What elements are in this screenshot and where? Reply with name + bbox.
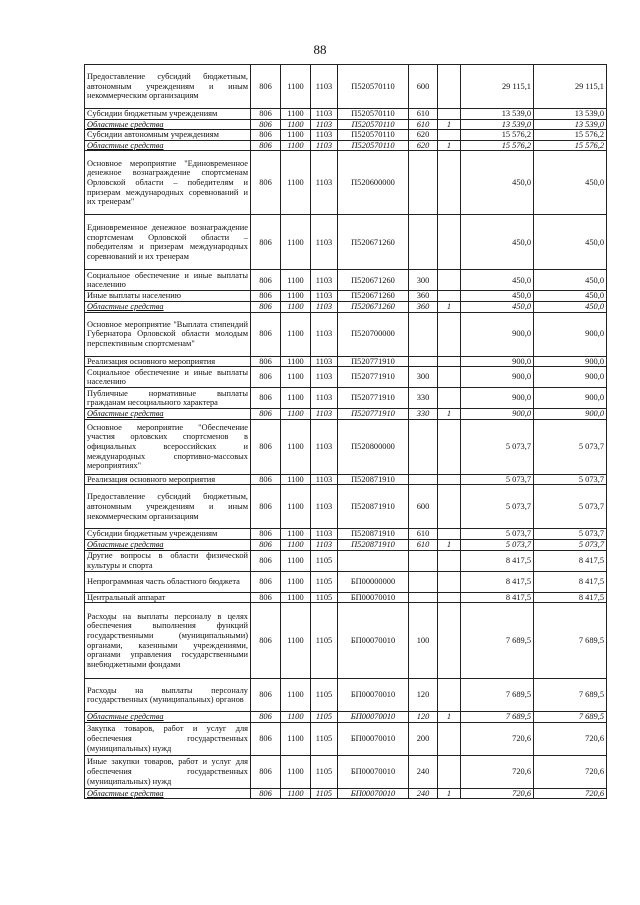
row-name: Субсидии бюджетным учреждениям — [85, 529, 251, 540]
row-grbs: 806 — [251, 291, 281, 302]
row-sum-1: 5 073,7 — [461, 539, 534, 550]
row-sum-2: 900,0 — [534, 409, 607, 420]
row-funding-source — [438, 151, 461, 215]
row-sum-1: 450,0 — [461, 151, 534, 215]
row-grbs: 806 — [251, 474, 281, 485]
row-funding-source — [438, 529, 461, 540]
row-subsection: 1103 — [311, 65, 338, 109]
row-sum-2: 450,0 — [534, 301, 607, 312]
row-funding-source — [438, 474, 461, 485]
row-subsection: 1103 — [311, 485, 338, 529]
row-name: Иные закупки товаров, работ и услуг для обеспечения государственных (муниципальных) нужд — [85, 755, 251, 788]
row-subsection: 1103 — [311, 419, 338, 474]
row-grbs: 806 — [251, 312, 281, 356]
row-grbs: 806 — [251, 529, 281, 540]
row-name: Другие вопросы в области физической культуры и спорта — [85, 550, 251, 571]
row-section: 1100 — [281, 788, 311, 799]
row-name: Единовременное денежное вознаграждение спортсменам Орловской области – победителям и призерам международных соревнований и их тренерам — [85, 215, 251, 270]
row-subsection: 1103 — [311, 529, 338, 540]
row-sum-2: 900,0 — [534, 388, 607, 409]
table-row — [85, 130, 607, 141]
table-row — [85, 571, 607, 592]
row-grbs: 806 — [251, 388, 281, 409]
row-subsection: 1103 — [311, 140, 338, 151]
row-sum-2: 8 417,5 — [534, 550, 607, 571]
row-name: Областные средства — [85, 119, 251, 130]
row-funding-source — [438, 291, 461, 302]
row-name: Непрограммная часть областного бюджета — [85, 571, 251, 592]
row-target-article: П520671260 — [338, 215, 409, 270]
row-section: 1100 — [281, 550, 311, 571]
row-grbs: 806 — [251, 571, 281, 592]
row-target-article: П520700000 — [338, 312, 409, 356]
table-row — [85, 367, 607, 388]
row-sum-2: 29 115,1 — [534, 65, 607, 109]
row-grbs: 806 — [251, 419, 281, 474]
row-expense-type: 100 — [409, 603, 438, 679]
row-subsection: 1105 — [311, 603, 338, 679]
row-sum-2: 15 576,2 — [534, 130, 607, 141]
row-grbs: 806 — [251, 130, 281, 141]
row-subsection: 1103 — [311, 539, 338, 550]
row-section: 1100 — [281, 291, 311, 302]
row-grbs: 806 — [251, 367, 281, 388]
row-subsection: 1103 — [311, 409, 338, 420]
row-subsection: 1103 — [311, 151, 338, 215]
row-expense-type: 620 — [409, 130, 438, 141]
row-section: 1100 — [281, 356, 311, 367]
row-grbs: 806 — [251, 712, 281, 723]
row-sum-1: 7 689,5 — [461, 679, 534, 712]
row-subsection: 1103 — [311, 301, 338, 312]
row-expense-type — [409, 215, 438, 270]
row-expense-type — [409, 312, 438, 356]
table-row — [85, 356, 607, 367]
row-grbs: 806 — [251, 409, 281, 420]
table-row — [85, 679, 607, 712]
row-sum-2: 900,0 — [534, 312, 607, 356]
row-expense-type — [409, 356, 438, 367]
table-row — [85, 140, 607, 151]
row-expense-type: 610 — [409, 539, 438, 550]
row-expense-type — [409, 592, 438, 603]
row-target-article: БП00070010 — [338, 755, 409, 788]
row-sum-1: 8 417,5 — [461, 550, 534, 571]
row-name: Основное мероприятие "Обеспечение участия орловских спортсменов в официальных всероссийских и международных спортивно-массовых мероприятиях" — [85, 419, 251, 474]
row-funding-source — [438, 109, 461, 120]
row-sum-2: 7 689,5 — [534, 712, 607, 723]
row-section: 1100 — [281, 151, 311, 215]
row-expense-type — [409, 550, 438, 571]
row-funding-source — [438, 571, 461, 592]
row-name: Центральный аппарат — [85, 592, 251, 603]
row-name: Расходы на выплаты персоналу в целях обеспечения выполнения функций государственными (муниципальными) органами, казенными учреждениями, органами управления государственными внебюджетными фондами — [85, 603, 251, 679]
row-subsection: 1103 — [311, 109, 338, 120]
table-row — [85, 388, 607, 409]
row-target-article: БП00000000 — [338, 571, 409, 592]
row-grbs: 806 — [251, 603, 281, 679]
row-target-article: П520570110 — [338, 65, 409, 109]
row-sum-2: 8 417,5 — [534, 592, 607, 603]
row-name: Областные средства — [85, 409, 251, 420]
row-sum-2: 5 073,7 — [534, 474, 607, 485]
row-funding-source — [438, 130, 461, 141]
row-name: Расходы на выплаты персоналу государственных (муниципальных) органов — [85, 679, 251, 712]
row-name: Социальное обеспечение и иные выплаты населению — [85, 367, 251, 388]
row-target-article: БП00070010 — [338, 679, 409, 712]
row-section: 1100 — [281, 119, 311, 130]
row-section: 1100 — [281, 419, 311, 474]
row-expense-type: 610 — [409, 119, 438, 130]
row-section: 1100 — [281, 592, 311, 603]
row-sum-2: 720,6 — [534, 755, 607, 788]
row-target-article: П520600000 — [338, 151, 409, 215]
row-sum-2: 900,0 — [534, 356, 607, 367]
row-sum-2: 5 073,7 — [534, 419, 607, 474]
row-expense-type: 330 — [409, 409, 438, 420]
row-target-article: П520671260 — [338, 301, 409, 312]
row-target-article: БП00070010 — [338, 712, 409, 723]
row-subsection: 1105 — [311, 550, 338, 571]
row-funding-source: 1 — [438, 788, 461, 799]
row-sum-2: 8 417,5 — [534, 571, 607, 592]
row-sum-1: 8 417,5 — [461, 592, 534, 603]
row-funding-source — [438, 65, 461, 109]
row-sum-1: 7 689,5 — [461, 603, 534, 679]
row-target-article: П520871910 — [338, 474, 409, 485]
row-target-article: БП00070010 — [338, 603, 409, 679]
row-sum-2: 5 073,7 — [534, 485, 607, 529]
row-name: Реализация основного мероприятия — [85, 474, 251, 485]
row-sum-1: 450,0 — [461, 270, 534, 291]
row-grbs: 806 — [251, 119, 281, 130]
row-section: 1100 — [281, 474, 311, 485]
row-subsection: 1103 — [311, 388, 338, 409]
row-sum-1: 900,0 — [461, 367, 534, 388]
row-section: 1100 — [281, 215, 311, 270]
row-subsection: 1105 — [311, 712, 338, 723]
row-grbs: 806 — [251, 788, 281, 799]
row-funding-source — [438, 215, 461, 270]
row-subsection: 1105 — [311, 788, 338, 799]
row-name: Основное мероприятие "Выплата стипендий Губернатора Орловской области молодым перспективным спортсменам" — [85, 312, 251, 356]
row-target-article: П520570110 — [338, 140, 409, 151]
table-row — [85, 722, 607, 755]
table-row — [85, 215, 607, 270]
table-row — [85, 312, 607, 356]
row-section: 1100 — [281, 571, 311, 592]
row-funding-source — [438, 603, 461, 679]
row-grbs: 806 — [251, 301, 281, 312]
row-target-article: П520570110 — [338, 119, 409, 130]
row-name: Публичные нормативные выплаты гражданам несоциального характера — [85, 388, 251, 409]
row-subsection: 1103 — [311, 474, 338, 485]
row-subsection: 1105 — [311, 755, 338, 788]
row-sum-1: 5 073,7 — [461, 419, 534, 474]
row-sum-2: 900,0 — [534, 367, 607, 388]
row-grbs: 806 — [251, 722, 281, 755]
row-grbs: 806 — [251, 65, 281, 109]
row-sum-1: 13 539,0 — [461, 119, 534, 130]
row-subsection: 1103 — [311, 119, 338, 130]
row-sum-1: 450,0 — [461, 291, 534, 302]
row-subsection: 1105 — [311, 571, 338, 592]
row-section: 1100 — [281, 529, 311, 540]
row-subsection: 1105 — [311, 592, 338, 603]
row-expense-type — [409, 419, 438, 474]
row-sum-2: 450,0 — [534, 291, 607, 302]
row-funding-source — [438, 419, 461, 474]
table-row — [85, 755, 607, 788]
row-target-article: П520671260 — [338, 270, 409, 291]
row-expense-type: 240 — [409, 755, 438, 788]
table-row — [85, 109, 607, 120]
row-section: 1100 — [281, 65, 311, 109]
row-sum-1: 15 576,2 — [461, 140, 534, 151]
row-funding-source — [438, 312, 461, 356]
row-expense-type — [409, 151, 438, 215]
row-target-article: П520771910 — [338, 388, 409, 409]
row-funding-source — [438, 485, 461, 529]
row-target-article: П520570110 — [338, 130, 409, 141]
row-target-article: БП00070010 — [338, 788, 409, 799]
table-row — [85, 419, 607, 474]
row-name: Областные средства — [85, 788, 251, 799]
table-row — [85, 592, 607, 603]
row-grbs: 806 — [251, 485, 281, 529]
table-row — [85, 291, 607, 302]
row-grbs: 806 — [251, 215, 281, 270]
row-sum-1: 8 417,5 — [461, 571, 534, 592]
row-section: 1100 — [281, 109, 311, 120]
row-name: Областные средства — [85, 301, 251, 312]
row-sum-1: 900,0 — [461, 356, 534, 367]
row-sum-2: 13 539,0 — [534, 109, 607, 120]
row-target-article: П520871910 — [338, 539, 409, 550]
row-sum-1: 5 073,7 — [461, 474, 534, 485]
row-sum-2: 7 689,5 — [534, 679, 607, 712]
row-subsection: 1103 — [311, 367, 338, 388]
row-name: Иные выплаты населению — [85, 291, 251, 302]
table-row — [85, 712, 607, 723]
row-grbs: 806 — [251, 755, 281, 788]
row-sum-1: 720,6 — [461, 722, 534, 755]
row-target-article: П520871910 — [338, 529, 409, 540]
row-funding-source — [438, 679, 461, 712]
row-name: Областные средства — [85, 712, 251, 723]
row-subsection: 1103 — [311, 270, 338, 291]
row-subsection: 1103 — [311, 291, 338, 302]
row-grbs: 806 — [251, 550, 281, 571]
row-grbs: 806 — [251, 539, 281, 550]
row-grbs: 806 — [251, 109, 281, 120]
table-row — [85, 409, 607, 420]
row-subsection: 1103 — [311, 356, 338, 367]
table-row — [85, 474, 607, 485]
row-grbs: 806 — [251, 151, 281, 215]
row-subsection: 1103 — [311, 312, 338, 356]
row-expense-type: 240 — [409, 788, 438, 799]
row-section: 1100 — [281, 312, 311, 356]
row-expense-type: 300 — [409, 367, 438, 388]
row-target-article: П520771910 — [338, 409, 409, 420]
row-sum-1: 5 073,7 — [461, 485, 534, 529]
row-expense-type: 610 — [409, 109, 438, 120]
row-sum-1: 900,0 — [461, 388, 534, 409]
row-sum-2: 5 073,7 — [534, 529, 607, 540]
row-expense-type: 120 — [409, 712, 438, 723]
row-expense-type — [409, 571, 438, 592]
row-name: Областные средства — [85, 140, 251, 151]
row-sum-2: 5 073,7 — [534, 539, 607, 550]
row-section: 1100 — [281, 603, 311, 679]
row-sum-1: 900,0 — [461, 312, 534, 356]
row-sum-2: 7 689,5 — [534, 603, 607, 679]
row-funding-source: 1 — [438, 409, 461, 420]
table-row — [85, 485, 607, 529]
row-sum-2: 13 539,0 — [534, 119, 607, 130]
row-subsection: 1105 — [311, 722, 338, 755]
row-target-article: П520771910 — [338, 367, 409, 388]
row-funding-source: 1 — [438, 712, 461, 723]
row-sum-1: 15 576,2 — [461, 130, 534, 141]
row-name: Основное мероприятие "Единовременное денежное вознаграждение спортсменам Орловской области – победителям и призерам международных соревнований и их тренерам" — [85, 151, 251, 215]
row-funding-source — [438, 356, 461, 367]
table-body — [85, 65, 607, 799]
row-expense-type: 620 — [409, 140, 438, 151]
row-expense-type — [409, 474, 438, 485]
row-funding-source: 1 — [438, 301, 461, 312]
row-funding-source — [438, 592, 461, 603]
row-expense-type: 600 — [409, 485, 438, 529]
row-sum-1: 450,0 — [461, 215, 534, 270]
row-grbs: 806 — [251, 356, 281, 367]
row-funding-source: 1 — [438, 140, 461, 151]
row-funding-source: 1 — [438, 539, 461, 550]
row-target-article — [338, 550, 409, 571]
row-section: 1100 — [281, 409, 311, 420]
row-section: 1100 — [281, 388, 311, 409]
row-target-article: П520570110 — [338, 109, 409, 120]
row-sum-1: 5 073,7 — [461, 529, 534, 540]
row-sum-2: 450,0 — [534, 270, 607, 291]
row-sum-2: 450,0 — [534, 215, 607, 270]
row-target-article: П520871910 — [338, 485, 409, 529]
row-grbs: 806 — [251, 270, 281, 291]
row-funding-source — [438, 367, 461, 388]
row-section: 1100 — [281, 140, 311, 151]
row-sum-2: 720,6 — [534, 722, 607, 755]
table-row — [85, 151, 607, 215]
row-target-article: П520671260 — [338, 291, 409, 302]
row-target-article: П520800000 — [338, 419, 409, 474]
table-row — [85, 788, 607, 799]
row-grbs: 806 — [251, 592, 281, 603]
table-row — [85, 539, 607, 550]
table-row — [85, 119, 607, 130]
row-target-article: БП00070010 — [338, 722, 409, 755]
row-funding-source: 1 — [438, 119, 461, 130]
row-expense-type: 330 — [409, 388, 438, 409]
row-sum-2: 720,6 — [534, 788, 607, 799]
row-funding-source — [438, 388, 461, 409]
row-name: Социальное обеспечение и иные выплаты населению — [85, 270, 251, 291]
row-subsection: 1103 — [311, 215, 338, 270]
row-expense-type: 300 — [409, 270, 438, 291]
row-name: Предоставление субсидий бюджетным, автономным учреждениям и иным некоммерческим организациям — [85, 65, 251, 109]
row-target-article: БП00070010 — [338, 592, 409, 603]
row-target-article: П520771910 — [338, 356, 409, 367]
row-sum-1: 450,0 — [461, 301, 534, 312]
row-section: 1100 — [281, 755, 311, 788]
row-section: 1100 — [281, 270, 311, 291]
row-grbs: 806 — [251, 679, 281, 712]
table-row — [85, 529, 607, 540]
row-subsection: 1103 — [311, 130, 338, 141]
table-row — [85, 550, 607, 571]
table-row — [85, 603, 607, 679]
row-sum-1: 13 539,0 — [461, 109, 534, 120]
row-expense-type: 120 — [409, 679, 438, 712]
row-funding-source — [438, 722, 461, 755]
table-row — [85, 301, 607, 312]
row-section: 1100 — [281, 301, 311, 312]
row-sum-1: 900,0 — [461, 409, 534, 420]
row-section: 1100 — [281, 367, 311, 388]
row-section: 1100 — [281, 712, 311, 723]
row-subsection: 1105 — [311, 679, 338, 712]
row-sum-1: 29 115,1 — [461, 65, 534, 109]
row-name: Реализация основного мероприятия — [85, 356, 251, 367]
row-section: 1100 — [281, 722, 311, 755]
row-name: Областные средства — [85, 539, 251, 550]
row-name: Предоставление субсидий бюджетным, автономным учреждениям и иным некоммерческим организациям — [85, 485, 251, 529]
row-expense-type: 200 — [409, 722, 438, 755]
row-sum-1: 7 689,5 — [461, 712, 534, 723]
row-funding-source — [438, 550, 461, 571]
row-name: Субсидии бюджетным учреждениям — [85, 109, 251, 120]
row-section: 1100 — [281, 130, 311, 141]
row-sum-1: 720,6 — [461, 755, 534, 788]
row-name: Субсидии автономным учреждениям — [85, 130, 251, 141]
row-expense-type: 600 — [409, 65, 438, 109]
row-expense-type: 360 — [409, 301, 438, 312]
row-funding-source — [438, 755, 461, 788]
row-section: 1100 — [281, 485, 311, 529]
row-name: Закупка товаров, работ и услуг для обеспечения государственных (муниципальных) нужд — [85, 722, 251, 755]
row-funding-source — [438, 270, 461, 291]
row-expense-type: 360 — [409, 291, 438, 302]
row-sum-2: 15 576,2 — [534, 140, 607, 151]
row-grbs: 806 — [251, 140, 281, 151]
page-number: 88 — [313, 42, 327, 57]
table-row — [85, 65, 607, 109]
row-expense-type: 610 — [409, 529, 438, 540]
budget-table — [84, 64, 607, 799]
row-section: 1100 — [281, 539, 311, 550]
row-section: 1100 — [281, 679, 311, 712]
row-sum-2: 450,0 — [534, 151, 607, 215]
table-row — [85, 270, 607, 291]
row-sum-1: 720,6 — [461, 788, 534, 799]
